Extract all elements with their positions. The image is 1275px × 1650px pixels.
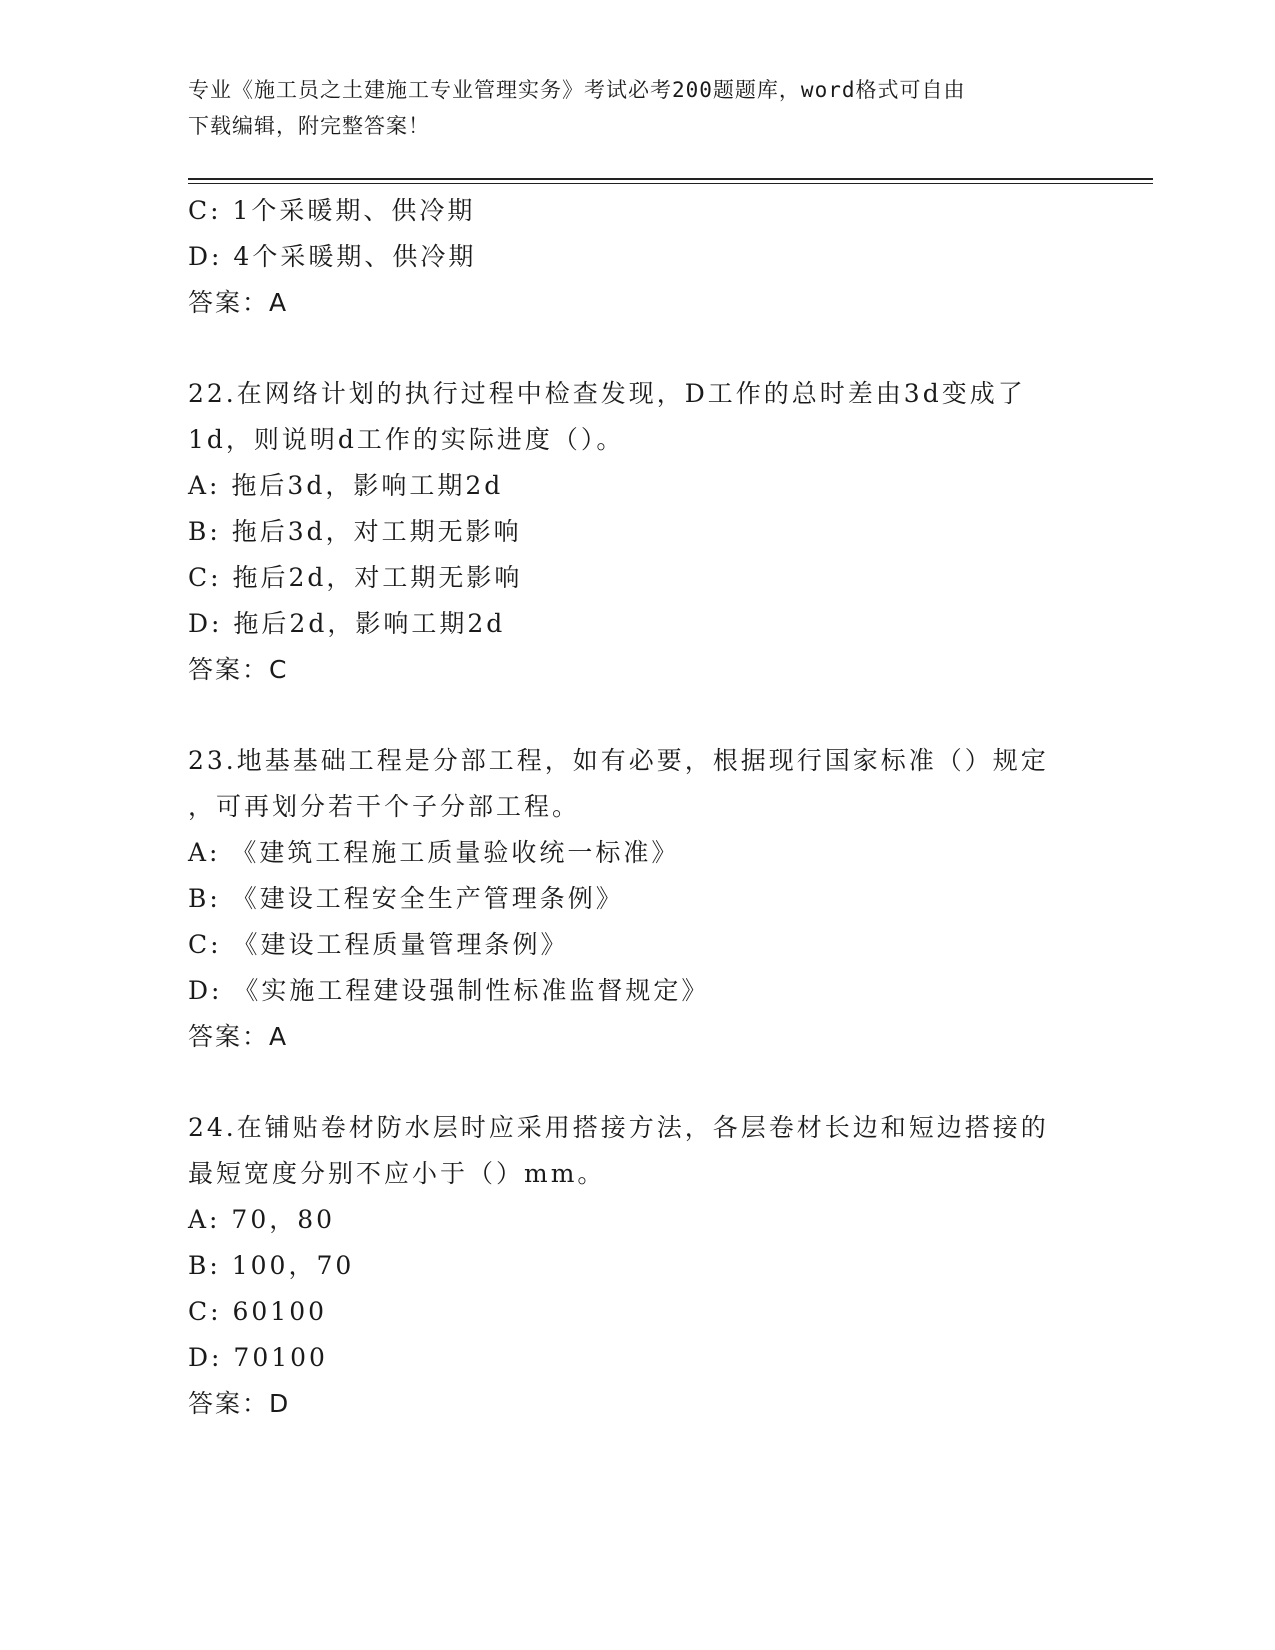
option-b: B: 100，70 bbox=[188, 1251, 355, 1280]
option-a: A: 《建筑工程施工质量验收统一标准》 bbox=[188, 838, 680, 867]
question-stem-cont: 1d，则说明d工作的实际进度（）。 bbox=[188, 425, 625, 454]
spacer bbox=[188, 1060, 1088, 1105]
option-b: B: 拖后3d，对工期无影响 bbox=[188, 517, 522, 546]
option-c: C: 《建设工程质量管理条例》 bbox=[188, 930, 569, 959]
question-23 bbox=[188, 738, 1088, 1060]
option-c: C: 1个采暖期、供冷期 bbox=[188, 196, 476, 225]
question-22 bbox=[188, 371, 1088, 693]
question-stem: 23.地基基础工程是分部工程，如有必要，根据现行国家标准（）规定 bbox=[188, 746, 1049, 775]
document-body bbox=[188, 188, 1088, 1427]
option-a: A: 70，80 bbox=[188, 1205, 336, 1234]
option-d: D: 拖后2d，影响工期2d bbox=[188, 609, 506, 638]
option-a: A: 拖后3d，影响工期2d bbox=[188, 471, 504, 500]
option-b: B: 《建设工程安全生产管理条例》 bbox=[188, 884, 624, 913]
option-d: D: 70100 bbox=[188, 1343, 328, 1372]
option-d: D: 《实施工程建设强制性标准监督规定》 bbox=[188, 976, 710, 1005]
answer-line: 答案：C bbox=[188, 655, 289, 684]
question-stem: 22.在网络计划的执行过程中检查发现，D工作的总时差由3d变成了 bbox=[188, 379, 1026, 408]
question-stem-cont: ，可再划分若干个子分部工程。 bbox=[188, 792, 581, 821]
spacer bbox=[188, 326, 1088, 371]
header-divider-thick bbox=[188, 178, 1153, 180]
question-21-continued bbox=[188, 188, 1088, 326]
document-header bbox=[188, 72, 1078, 144]
option-d: D: 4个采暖期、供冷期 bbox=[188, 242, 477, 271]
option-c: C: 拖后2d，对工期无影响 bbox=[188, 563, 523, 592]
header-line-2: 下载编辑，附完整答案！ bbox=[188, 114, 430, 138]
header-divider-thin bbox=[188, 183, 1153, 184]
question-stem-cont: 最短宽度分别不应小于（）mm。 bbox=[188, 1159, 606, 1188]
answer-line: 答案：A bbox=[188, 1022, 289, 1051]
option-c: C: 60100 bbox=[188, 1297, 328, 1326]
answer-line: 答案：A bbox=[188, 288, 289, 317]
answer-line: 答案：D bbox=[188, 1389, 291, 1418]
question-24 bbox=[188, 1105, 1088, 1427]
header-line-1: 专业《施工员之土建施工专业管理实务》考试必考200题题库，word格式可自由 bbox=[188, 78, 966, 102]
spacer bbox=[188, 693, 1088, 738]
question-stem: 24.在铺贴卷材防水层时应采用搭接方法，各层卷材长边和短边搭接的 bbox=[188, 1113, 1049, 1142]
